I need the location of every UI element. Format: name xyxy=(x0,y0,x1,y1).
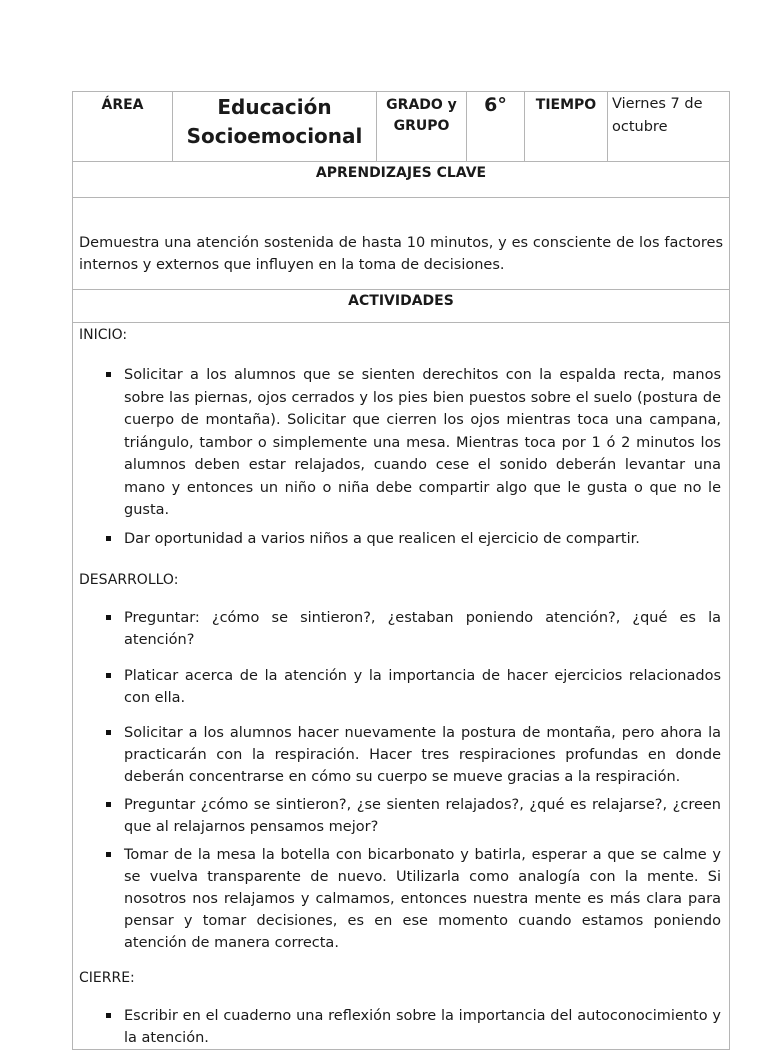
grade-label-cell xyxy=(377,92,467,162)
phase-label-cierre: CIERRE: xyxy=(79,969,135,986)
list-item: Tomar de la mesa la botella con bicarbonato y batirla, esperar a que se calme y se vuelva transparente de nuevo. Utilizarla como analogía con la mente. Si nosotros nos relajamos y calmamos, entonces nuestra mente es más clara para pensar y tomar decisiones, es en ese momento cuando estamos poniendo atención de manera correcta. xyxy=(79,844,721,954)
bullet-icon xyxy=(106,852,111,857)
inicio-list xyxy=(79,364,721,550)
bullet-icon xyxy=(106,730,111,735)
list-item: Escribir en el cuaderno una reflexión sobre la importancia del autoconocimiento y la atención. xyxy=(79,1005,721,1049)
date-value xyxy=(608,92,729,139)
grade-label-line-2: GRUPO xyxy=(393,118,450,134)
bullet-icon xyxy=(106,372,111,377)
subject-line-2: Socioemocional xyxy=(186,124,363,148)
grade-label-line-1: GRADO y xyxy=(386,97,457,113)
subject-cell xyxy=(173,92,377,162)
grade-label xyxy=(377,92,466,137)
date-line-1: Viernes 7 de xyxy=(612,96,703,112)
header-row xyxy=(73,92,730,162)
list-item: Preguntar ¿cómo se sintieron?, ¿se sienten relajados?, ¿qué es relajarse?, ¿creen que al relajarnos pensamos mejor? xyxy=(79,794,721,838)
key-learning-cell xyxy=(73,198,730,290)
time-label-cell xyxy=(525,92,608,162)
list-item: Solicitar a los alumnos hacer nuevamente la postura de montaña, pero ahora la practicarán con la respiración. Hacer tres respiraciones profundas en donde deberán concentrarse en cómo su cuerpo se mueve gracias a la respiración. xyxy=(79,722,721,788)
list-item: Dar oportunidad a varios niños a que realicen el ejercicio de compartir. xyxy=(79,528,721,550)
activities-heading: ACTIVIDADES xyxy=(73,290,730,323)
bullet-icon xyxy=(106,802,111,807)
bullet-icon xyxy=(106,615,111,620)
grade-value-cell xyxy=(467,92,525,162)
activities-cell xyxy=(73,323,730,1050)
key-learning-heading: APRENDIZAJES CLAVE xyxy=(73,162,730,198)
date-cell xyxy=(608,92,730,162)
bullet-icon xyxy=(106,673,111,678)
cierre-list xyxy=(79,1005,721,1049)
phase-label-desarrollo: DESARROLLO: xyxy=(79,571,179,588)
list-item: Platicar acerca de la atención y la importancia de hacer ejercicios relacionados con ella. xyxy=(79,665,721,709)
time-label: TIEMPO xyxy=(535,97,597,113)
date-line-2: octubre xyxy=(612,119,668,135)
bullet-icon xyxy=(106,1013,111,1018)
subject-name xyxy=(173,92,376,151)
desarrollo-list xyxy=(79,607,721,954)
list-item: Solicitar a los alumnos que se sienten derechitos con la espalda recta, manos sobre las piernas, ojos cerrados y los pies bien puestos sobre el suelo (postura de cuerpo de montaña). Solicitar que cierren los ojos mientras toca una campana, triángulo, tambor o simplemente una mesa. Mientras toca por 1 ó 2 minutos los alumnos deben estar relajados, cuando cese el sonido deberán levantar una mano y entonces un niño o niña debe compartir algo que le gusta o que no le gusta. xyxy=(79,364,721,522)
key-learning-text: Demuestra una atención sostenida de hasta 10 minutos, y es consciente de los factores internos y externos que influyen en la toma de decisiones. xyxy=(79,235,723,273)
lesson-plan-table xyxy=(72,91,730,1050)
bullet-icon xyxy=(106,536,111,541)
phase-label-inicio: INICIO: xyxy=(79,327,128,343)
area-label: ÁREA xyxy=(101,97,144,113)
area-label-cell xyxy=(73,92,173,162)
subject-line-1: Educación xyxy=(217,95,332,119)
list-item: Preguntar: ¿cómo se sintieron?, ¿estaban poniendo atención?, ¿qué es la atención? xyxy=(79,607,721,651)
grade-value: 6° xyxy=(484,94,507,116)
